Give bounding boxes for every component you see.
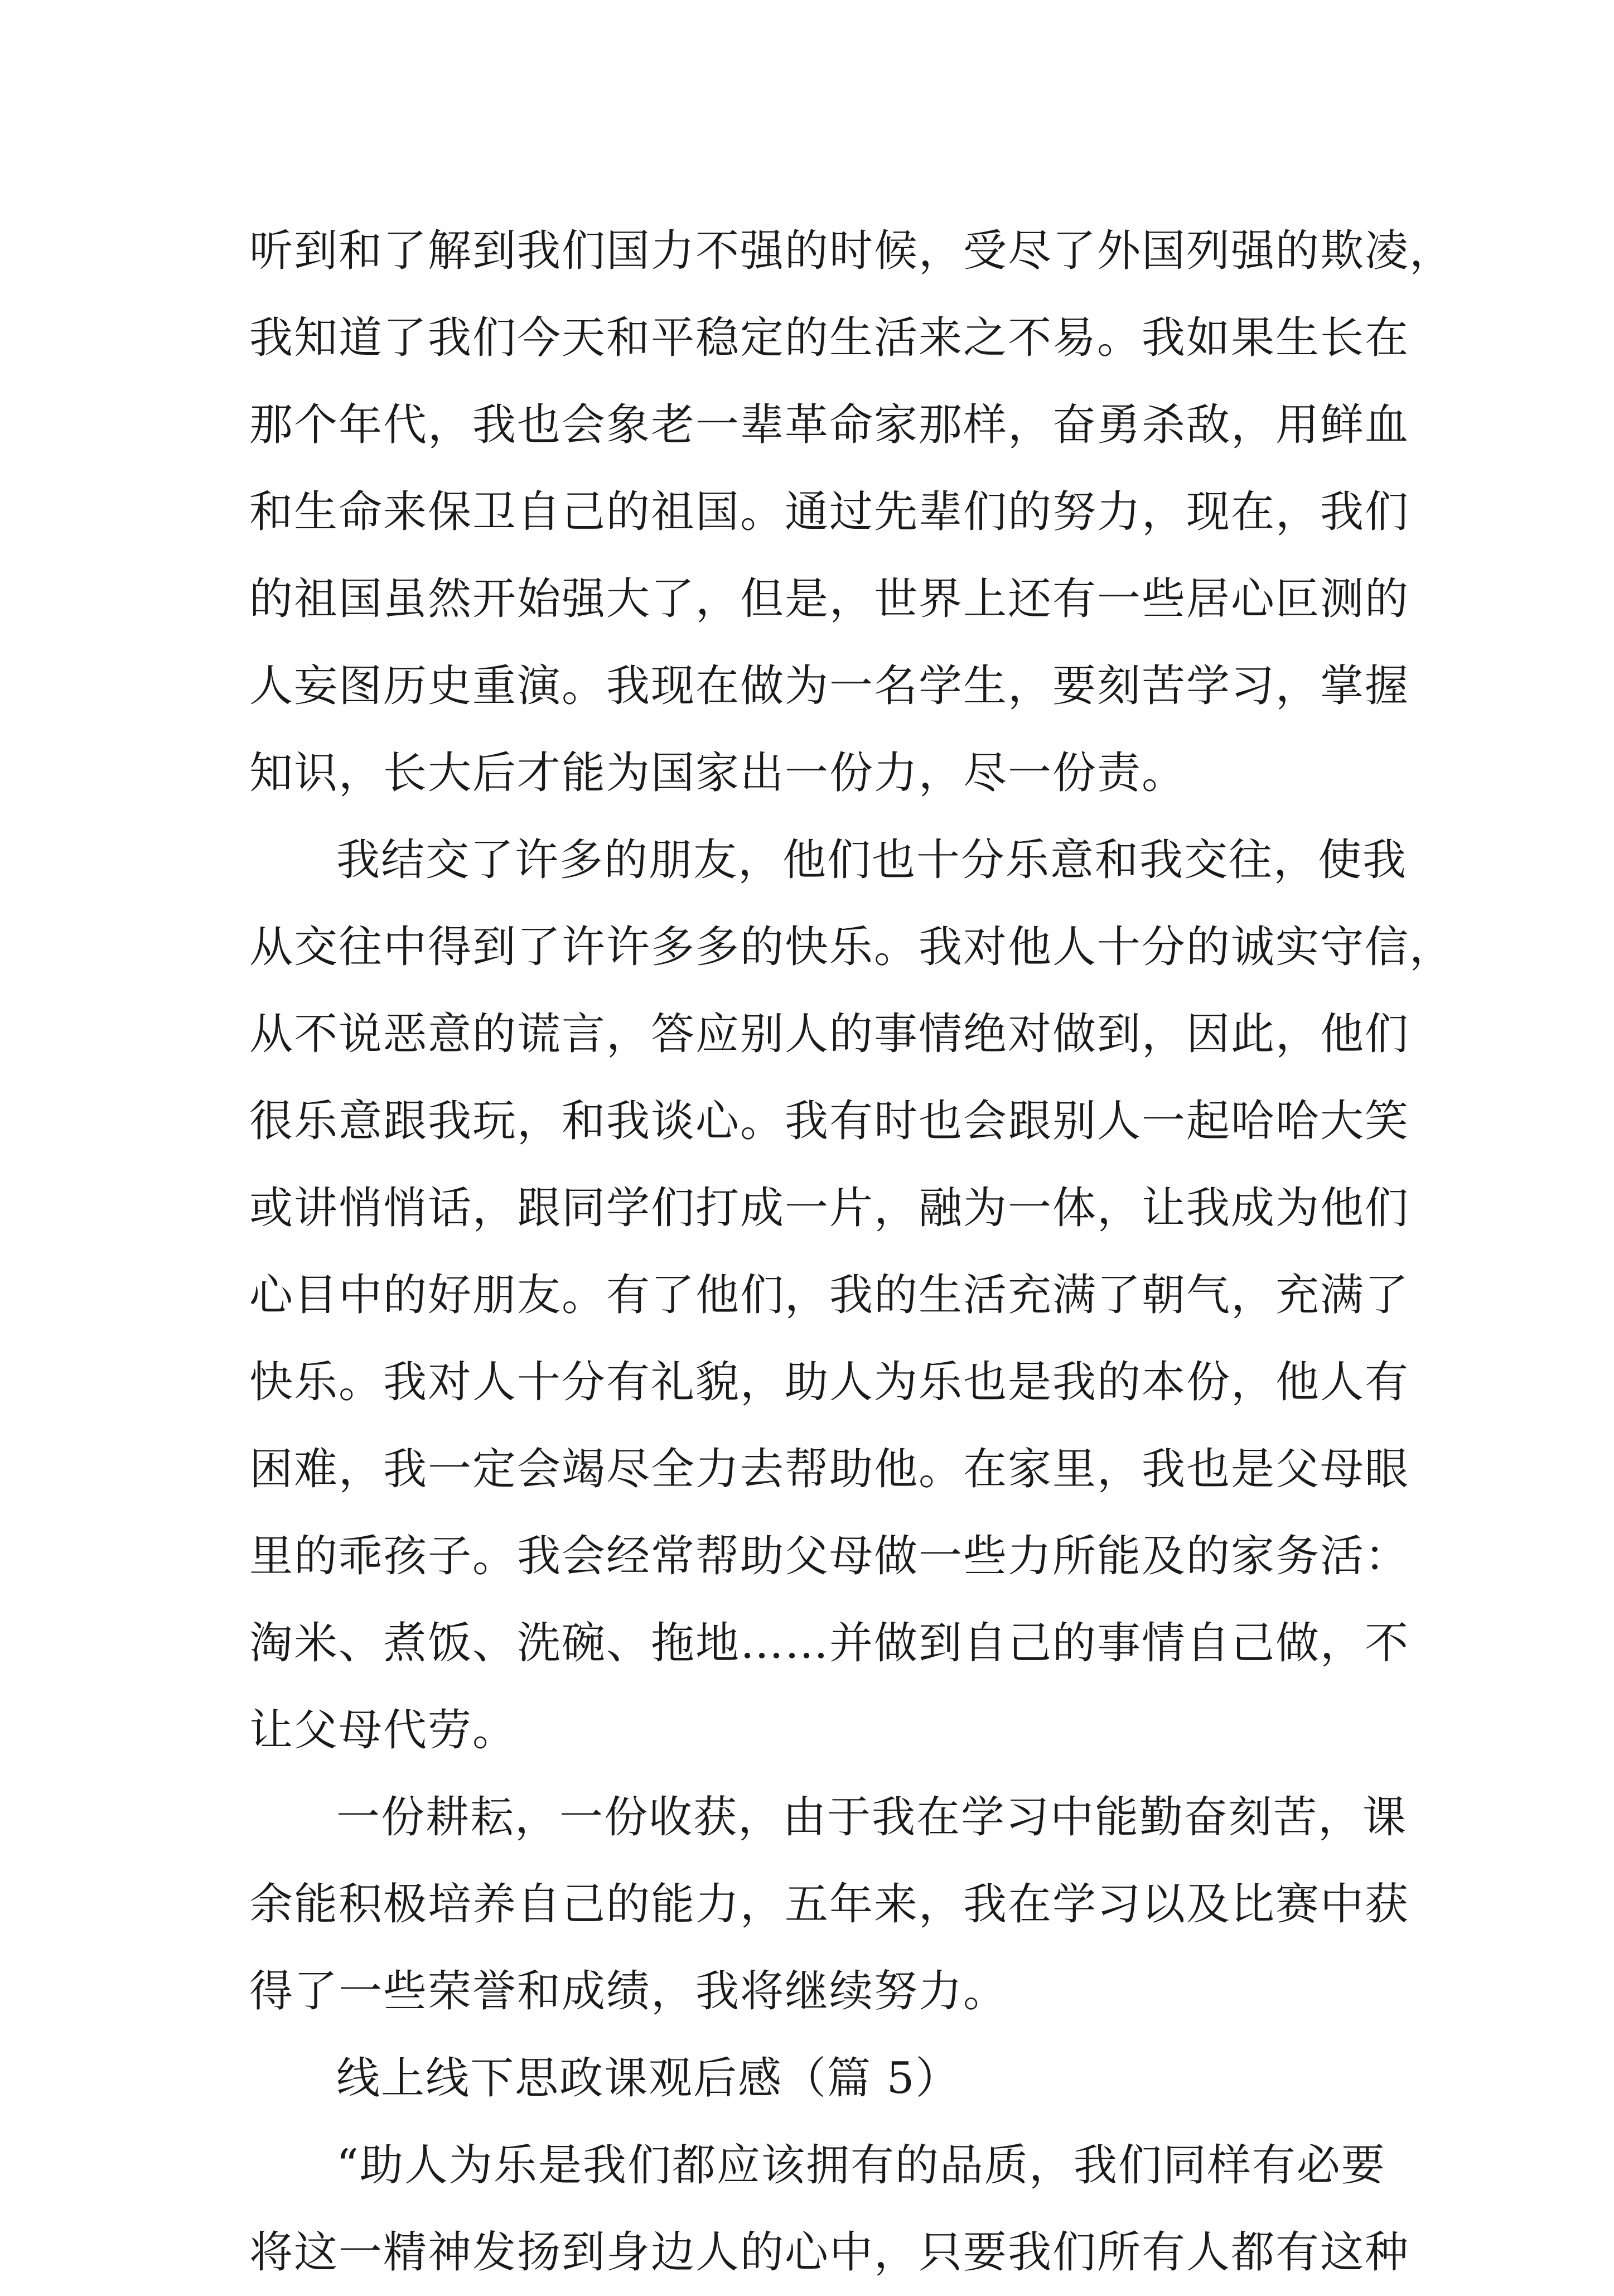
text-line: 或讲悄悄话，跟同学们打成一片，融为一体，让我成为他们 xyxy=(249,1183,1410,1233)
text-line: 和生命来保卫自己的祖国。通过先辈们的努力，现在，我们 xyxy=(249,487,1410,537)
paragraph-first-line: 一份耕耘，一份收获，由于我在学习中能勤奋刻苦，课 xyxy=(336,1792,1408,1842)
text-line: 里的乖孩子。我会经常帮助父母做一些力所能及的家务活： xyxy=(249,1531,1410,1581)
text-line: 我知道了我们今天和平稳定的生活来之不易。我如果生长在 xyxy=(249,313,1410,363)
section-heading: 线上线下思政课观后感（篇 5） xyxy=(336,2053,960,2104)
text-line: 人妄图历史重演。我现在做为一名学生，要刻苦学习，掌握 xyxy=(249,661,1410,711)
text-line: 的祖国虽然开始强大了，但是，世界上还有一些居心叵测的 xyxy=(249,574,1410,624)
paragraph-first-line: 我结交了许多的朋友，他们也十分乐意和我交往，使我 xyxy=(336,835,1408,885)
text-line: 让父母代劳。 xyxy=(249,1705,518,1755)
paragraph-first-line: “助人为乐是我们都应该拥有的品质，我们同样有必要 xyxy=(336,2140,1386,2191)
text-line: 快乐。我对人十分有礼貌，助人为乐也是我的本份，他人有 xyxy=(249,1357,1410,1407)
text-line: 困难，我一定会竭尽全力去帮助他。在家里，我也是父母眼 xyxy=(249,1444,1410,1494)
body-text xyxy=(249,208,1454,2296)
text-line: 将这一精神发扬到身边人的心中，只要我们所有人都有这种 xyxy=(249,2227,1410,2278)
text-line: 得了一些荣誉和成绩，我将继续努力。 xyxy=(249,1966,1008,2017)
text-line: 心目中的好朋友。有了他们，我的生活充满了朝气，充满了 xyxy=(249,1270,1410,1320)
text-line: 听到和了解到我们国力不强的时候，受尽了外国列强的欺凌， xyxy=(249,226,1454,276)
text-line: 余能积极培养自己的能力，五年来，我在学习以及比赛中获 xyxy=(249,1879,1410,1930)
text-line: 从交往中得到了许许多多的快乐。我对他人十分的诚实守信， xyxy=(249,922,1454,972)
text-line: 淘米、煮饭、洗碗、拖地……并做到自己的事情自己做，不 xyxy=(249,1618,1410,1668)
text-line: 很乐意跟我玩，和我谈心。我有时也会跟别人一起哈哈大笑 xyxy=(249,1096,1410,1146)
text-line: 知识，长大后才能为国家出一份力，尽一份责。 xyxy=(249,748,1187,798)
text-line: 那个年代，我也会象老一辈革命家那样，奋勇杀敌，用鲜血 xyxy=(249,400,1410,450)
text-line: 从不说恶意的谎言，答应别人的事情绝对做到，因此，他们 xyxy=(249,1009,1410,1059)
